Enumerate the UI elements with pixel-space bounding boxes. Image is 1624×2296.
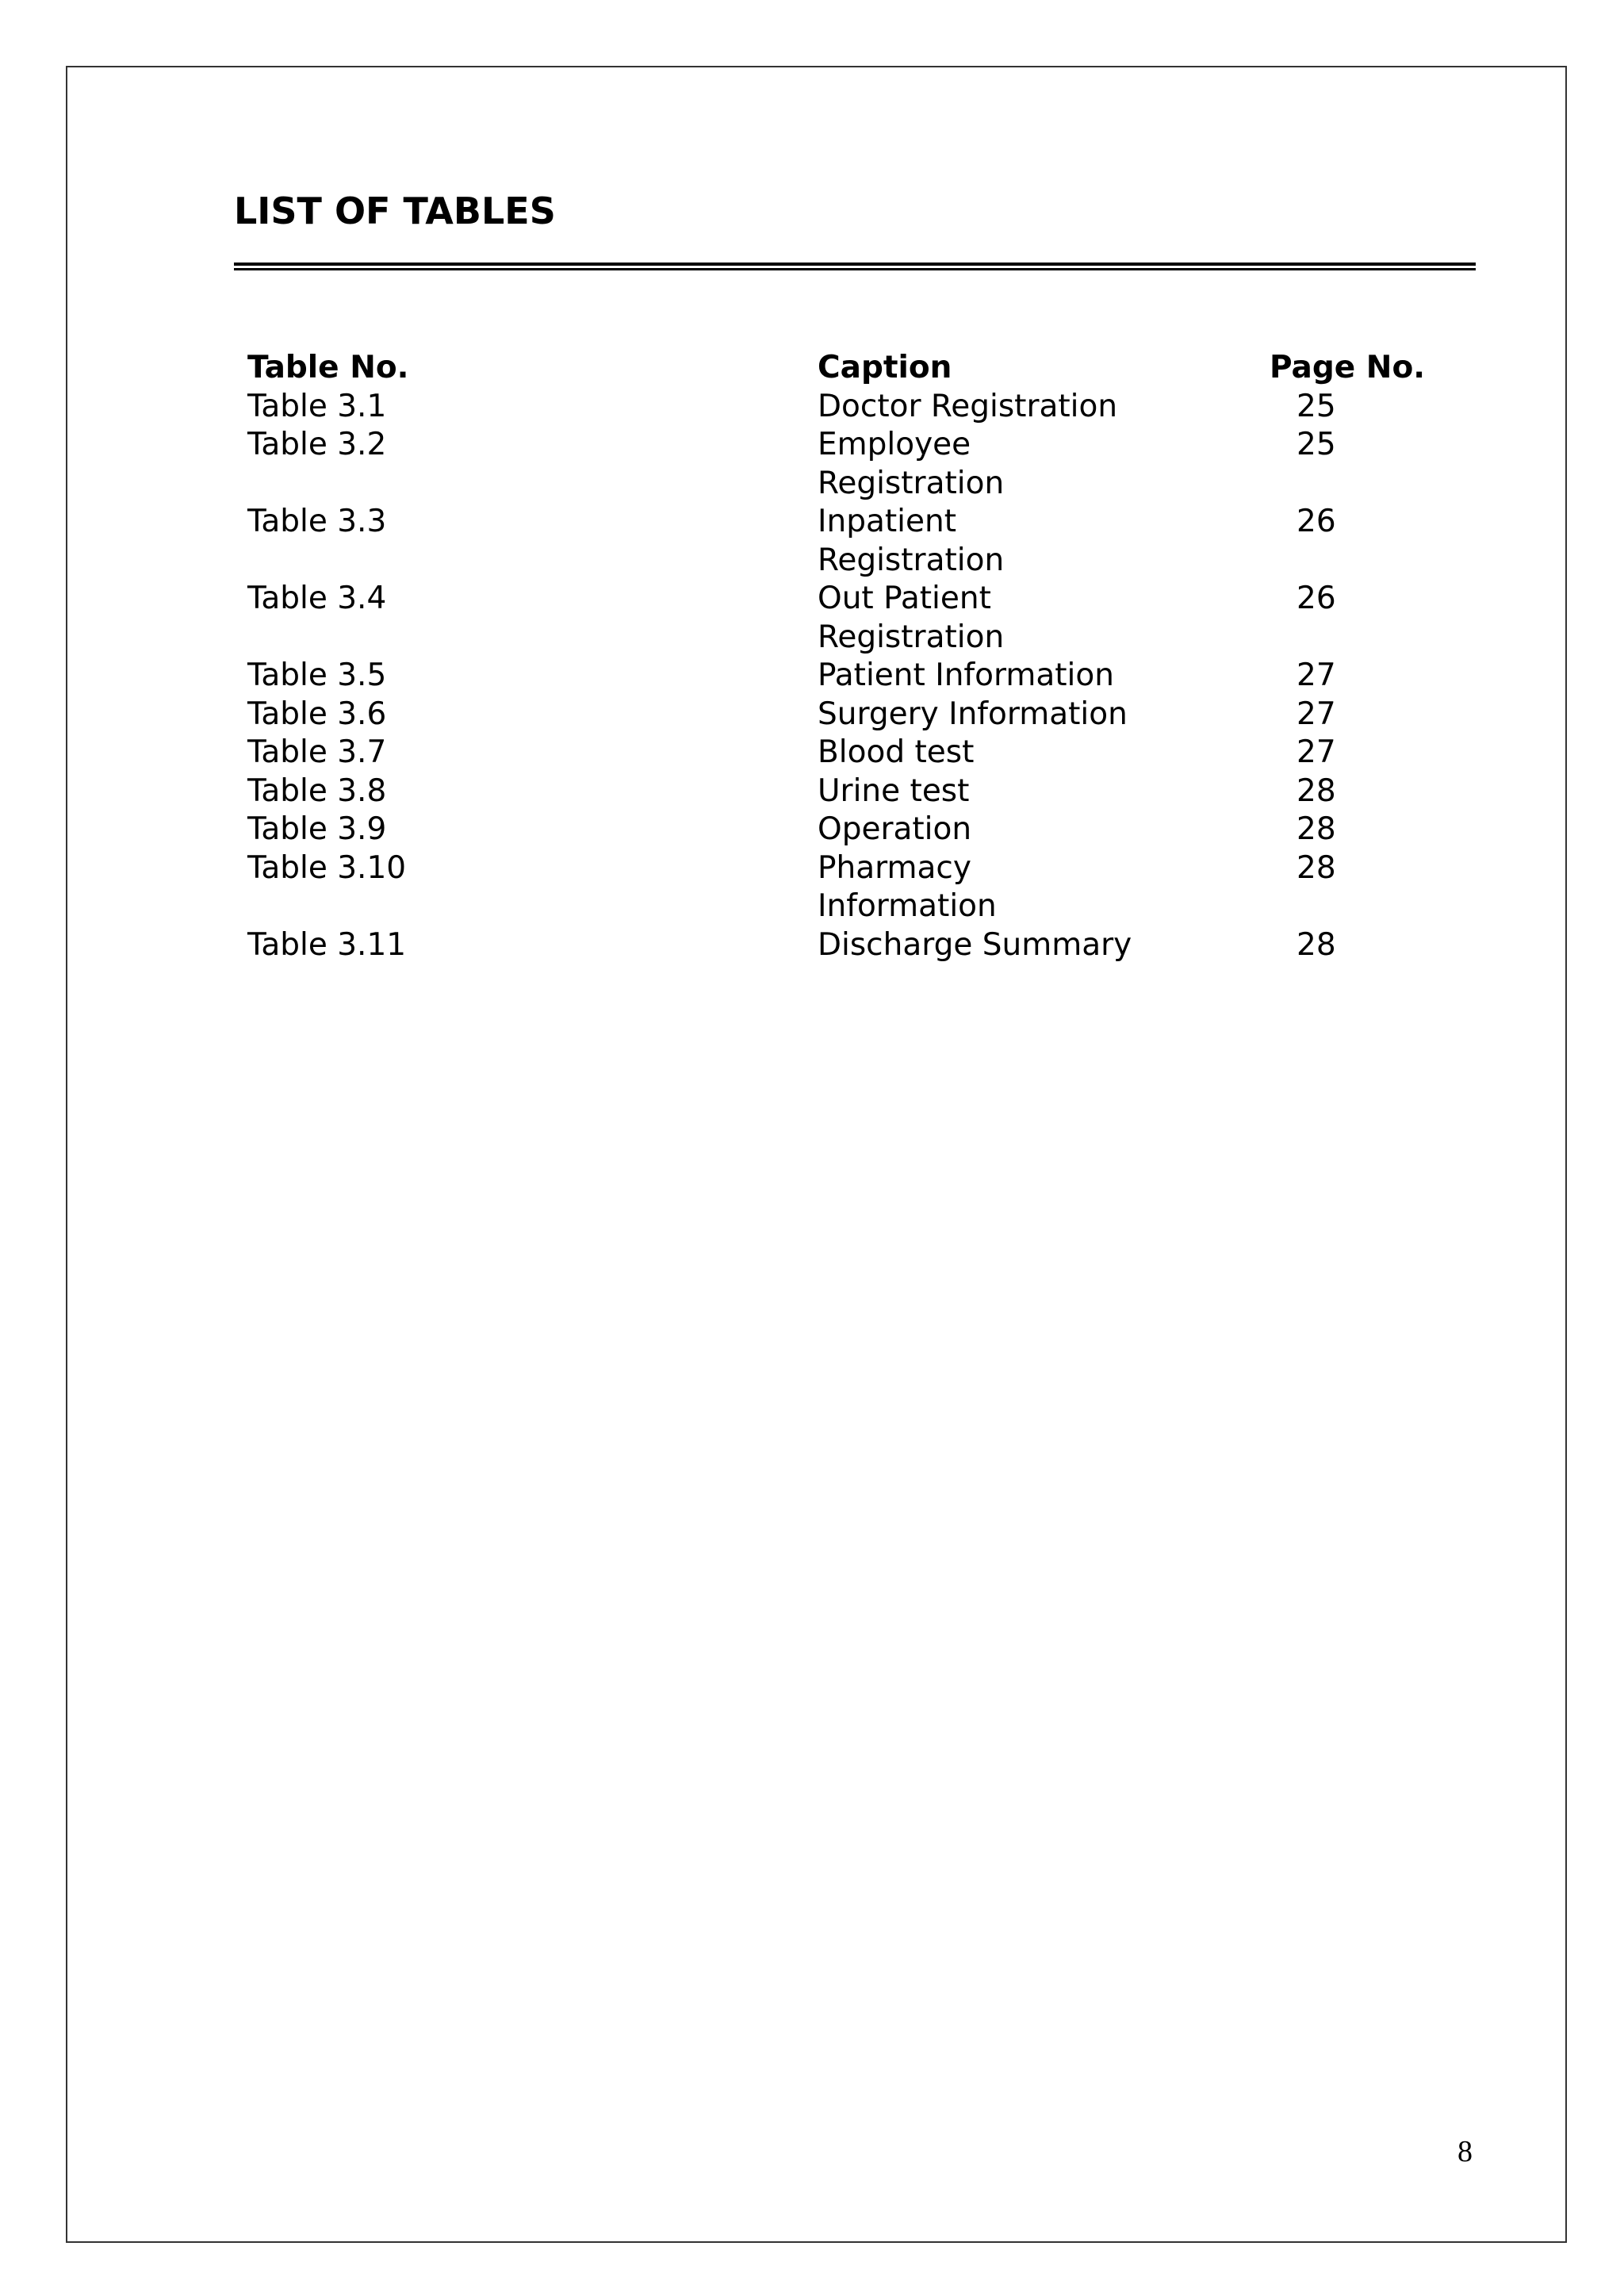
table-page-number: 25 xyxy=(1297,427,1336,462)
table-caption: Operation xyxy=(818,811,972,847)
table-row xyxy=(247,388,1516,427)
table-caption: Pharmacy Information xyxy=(818,849,997,924)
table-page-number: 27 xyxy=(1297,657,1336,693)
list-of-tables xyxy=(247,349,1516,964)
table-row xyxy=(247,503,1516,580)
table-header-row xyxy=(247,349,1516,388)
table-caption: Patient Information xyxy=(818,657,1114,693)
table-row xyxy=(247,811,1516,849)
table-number: Table 3.1 xyxy=(247,388,387,424)
table-page-number: 28 xyxy=(1297,811,1336,847)
table-number: Table 3.11 xyxy=(247,926,407,963)
table-row xyxy=(247,734,1516,772)
table-number: Table 3.7 xyxy=(247,734,387,770)
table-page-number: 27 xyxy=(1297,696,1336,732)
table-number: Table 3.8 xyxy=(247,772,387,809)
table-row xyxy=(247,426,1516,503)
table-caption: Doctor Registration xyxy=(818,388,1118,424)
table-page-number: 26 xyxy=(1297,581,1336,616)
header-page-no: Page No. xyxy=(1270,350,1426,385)
table-number: Table 3.2 xyxy=(247,427,387,462)
table-caption: Blood test xyxy=(818,734,975,770)
table-caption: Employee Registration xyxy=(818,427,1005,501)
table-number: Table 3.3 xyxy=(247,504,387,539)
table-page-number: 28 xyxy=(1297,926,1336,963)
table-number: Table 3.5 xyxy=(247,657,387,693)
table-row xyxy=(247,926,1516,965)
header-table-no: Table No. xyxy=(247,350,409,385)
table-page-number: 28 xyxy=(1297,772,1336,809)
table-number: Table 3.4 xyxy=(247,581,387,616)
table-caption: Surgery Information xyxy=(818,696,1128,732)
page-title: LIST OF TABLES xyxy=(234,190,556,232)
table-page-number: 25 xyxy=(1297,388,1336,424)
title-divider xyxy=(234,263,1476,270)
header-caption: Caption xyxy=(818,350,952,385)
table-caption: Discharge Summary xyxy=(818,926,1132,963)
page-number: 8 xyxy=(1457,2135,1473,2168)
table-page-number: 26 xyxy=(1297,504,1336,539)
table-caption: Inpatient Registration xyxy=(818,504,1005,578)
table-row xyxy=(247,772,1516,811)
table-number: Table 3.9 xyxy=(247,811,387,847)
table-page-number: 27 xyxy=(1297,734,1336,770)
table-number: Table 3.10 xyxy=(247,849,407,886)
table-row xyxy=(247,696,1516,734)
table-caption: Urine test xyxy=(818,772,970,809)
table-row xyxy=(247,580,1516,657)
table-row xyxy=(247,657,1516,696)
table-caption: Out Patient Registration xyxy=(818,581,1005,655)
table-page-number: 28 xyxy=(1297,849,1336,886)
table-number: Table 3.6 xyxy=(247,696,387,732)
table-row xyxy=(247,849,1516,926)
